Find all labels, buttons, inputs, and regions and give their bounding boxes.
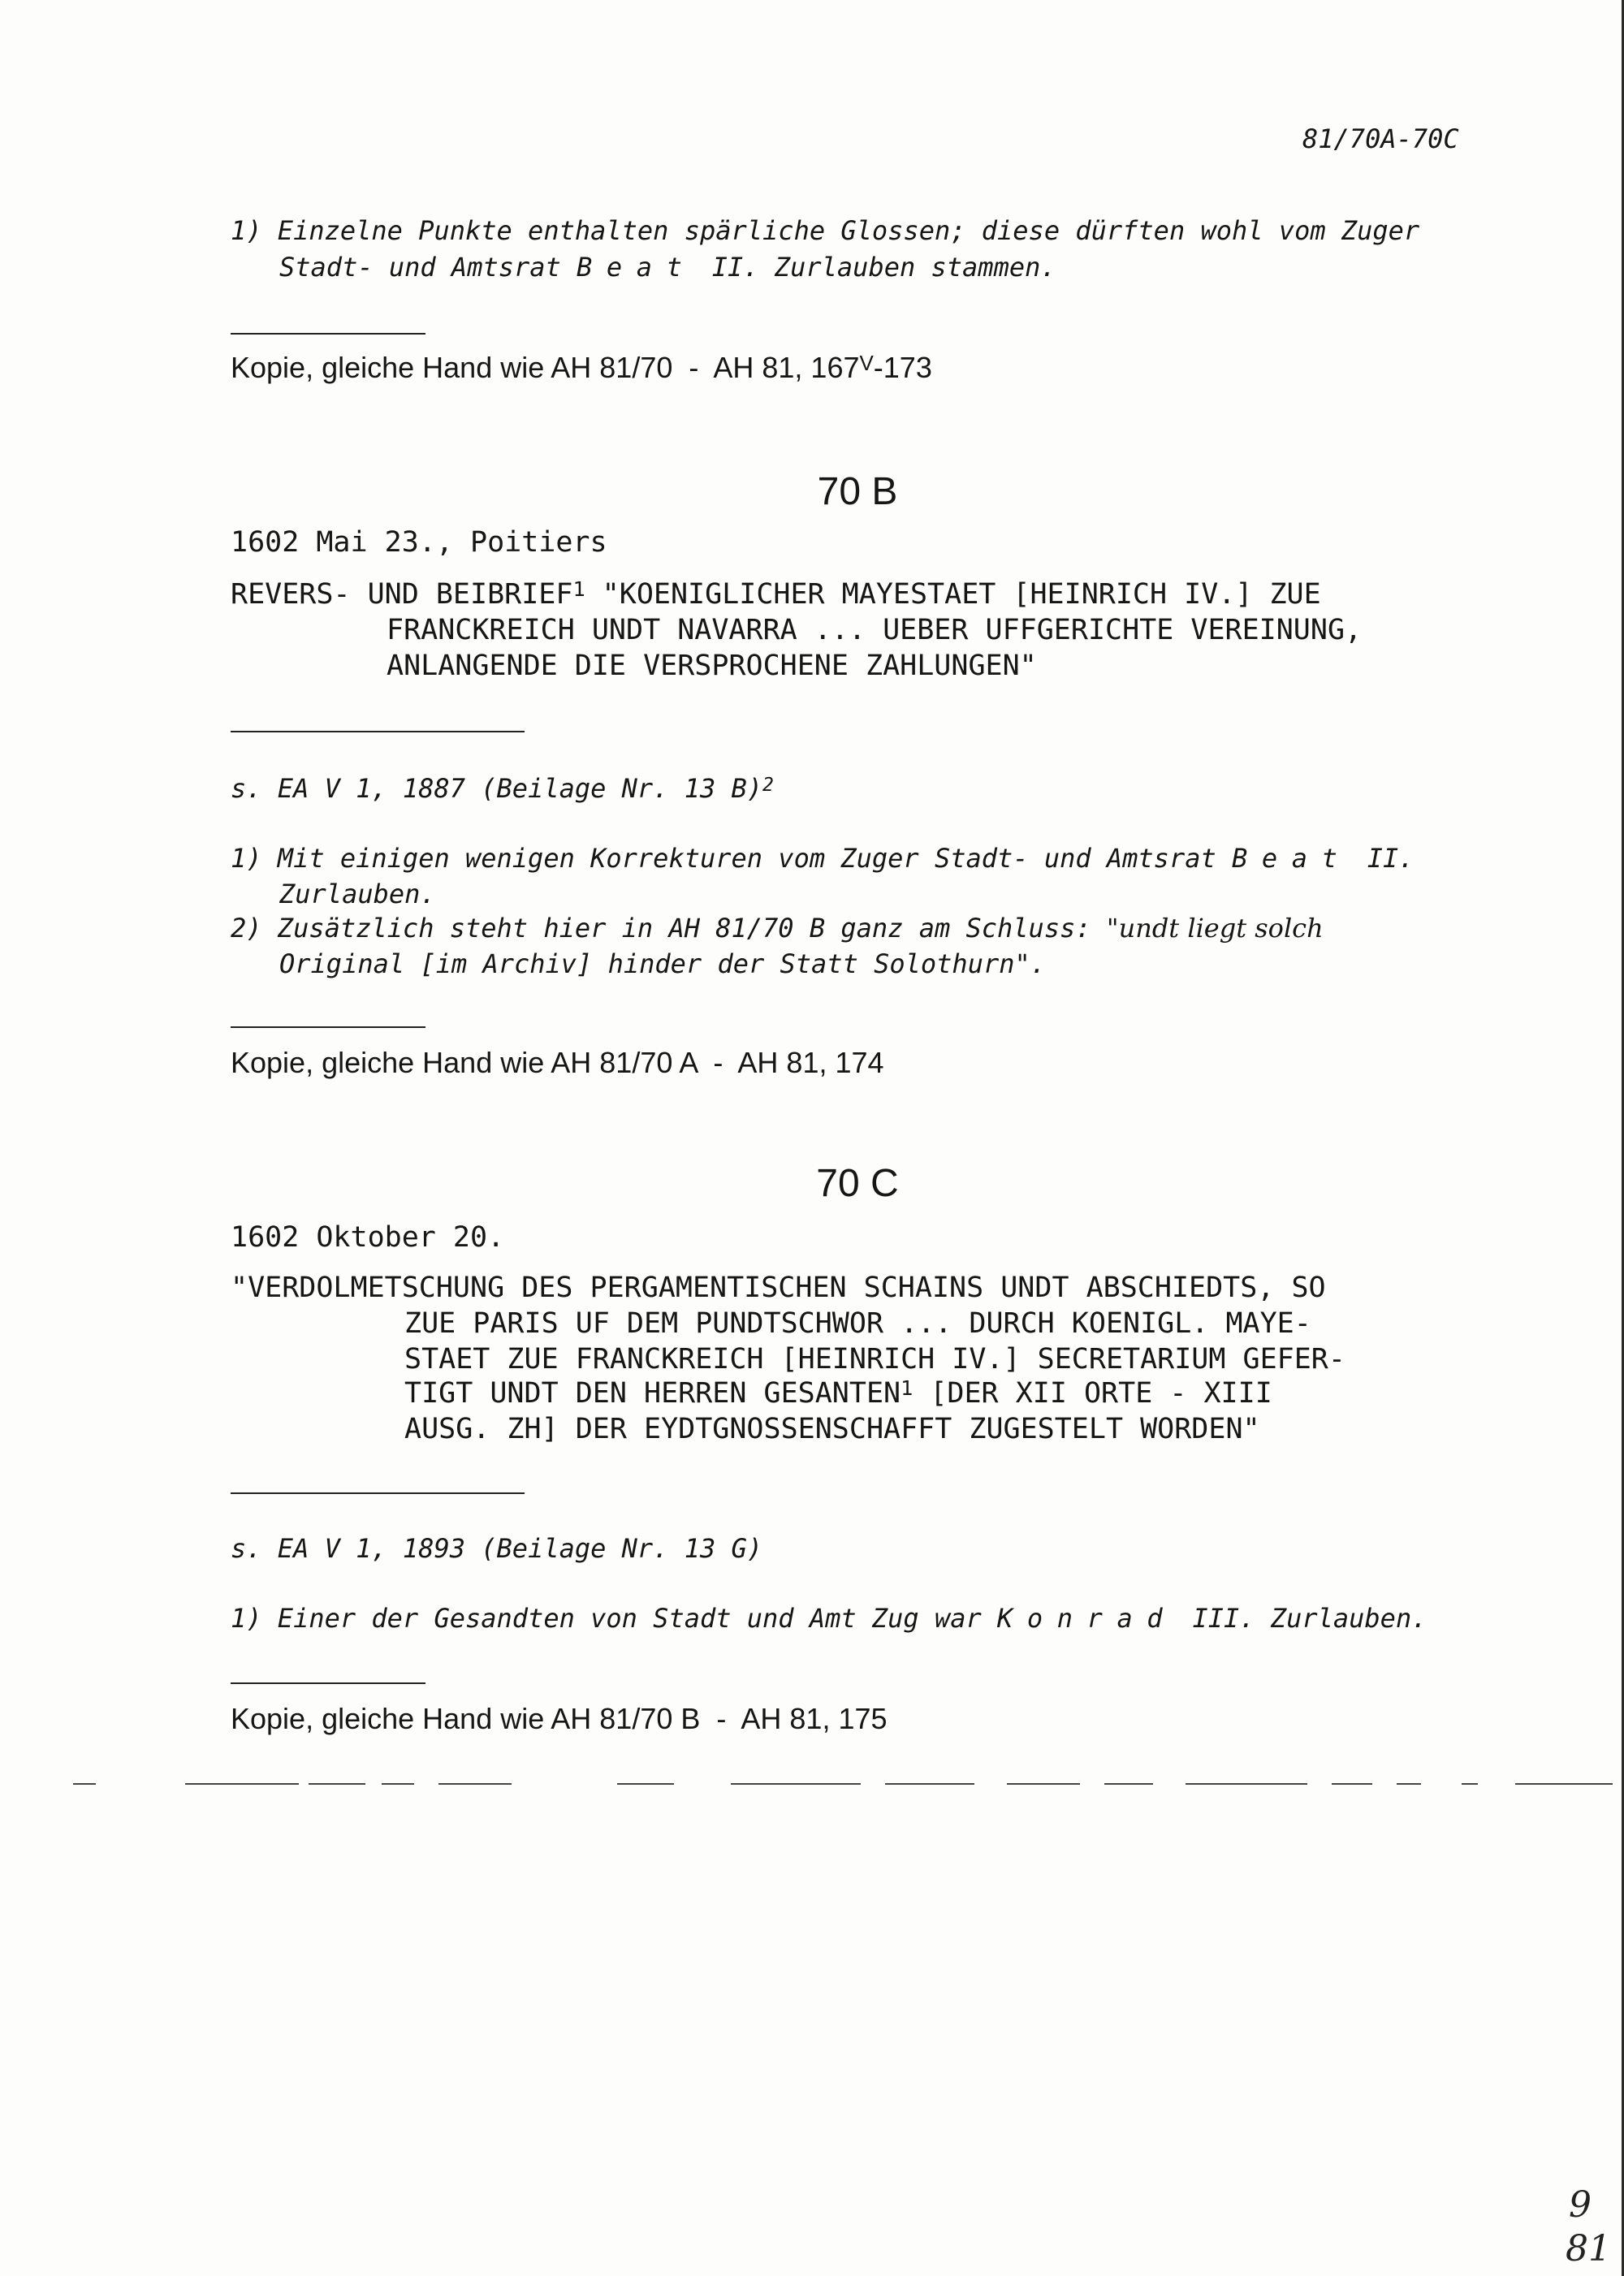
copy-note-superscript: V — [859, 352, 874, 375]
scan-artifact — [1332, 1783, 1372, 1785]
copy-note-1 — [231, 351, 932, 385]
entry-b-copy-note: Kopie, gleiche Hand wie AH 81/70 A - AH 81, 174 — [231, 1046, 884, 1079]
document-reference: 81/70A-70C — [1302, 123, 1459, 154]
note-text: III. Zurlauben. — [1177, 1603, 1427, 1634]
entry-c-copy-note: Kopie, gleiche Hand wie AH 81/70 B - AH 81, 175 — [231, 1702, 888, 1735]
entry-c-date: 1602 Oktober 20. — [231, 1221, 505, 1254]
scan-artifact — [885, 1783, 974, 1785]
separator-rule — [231, 1682, 425, 1684]
top-footnote-line-2 — [279, 252, 1056, 283]
scan-artifact — [309, 1783, 365, 1785]
scan-artifact — [1462, 1783, 1478, 1785]
entry-b-note-1 — [231, 843, 1415, 874]
note-text: 1) Einer der Gesandten von Stadt und Amt Zug war — [231, 1603, 998, 1634]
entry-b-note-2 — [231, 913, 1324, 944]
title-text: "KOENIGLICHER MAYESTAET [HEINRICH IV.] ZUE — [585, 578, 1321, 611]
note-text: 1) Mit einigen wenigen Korrekturen vom Zuger Stadt- und Amtsrat — [231, 843, 1232, 874]
handwritten-mark-1: 9 — [1569, 2184, 1592, 2226]
quoted-text: "undt liegt solch — [1106, 913, 1324, 944]
entry-c-title-line-1: "VERDOLMETSCHUNG DES PERGAMENTISCHEN SCHAINS UNDT ABSCHIEDTS, SO — [231, 1272, 1326, 1304]
title-text: [DER XII ORTE - XIII — [913, 1377, 1272, 1410]
note-text: 2) Zusätzlich steht hier in AH 81/70 B ganz am Schluss: — [231, 913, 1107, 944]
note-text: II. — [1351, 843, 1415, 874]
title-text: REVERS- UND BEIBRIEF — [231, 578, 573, 611]
entry-b-heading: 70 B — [817, 470, 898, 513]
entry-b-title-line-3: ANLANGENDE DIE VERSPROCHENE ZAHLUNGEN" — [387, 650, 1037, 682]
scan-artifact — [185, 1783, 299, 1785]
scan-artifact — [382, 1783, 414, 1785]
scan-artifact — [731, 1783, 861, 1785]
entry-c-title-line-2: ZUE PARIS UF DEM PUNDTSCHWOR ... DURCH KOENIGL. MAYE- — [404, 1307, 1311, 1340]
scan-artifact — [617, 1783, 674, 1785]
top-footnote-line-1: 1) Einzelne Punkte enthalten spärliche Glossen; diese dürften wohl vom Zuger — [231, 215, 1420, 246]
copy-note-text: Kopie, gleiche Hand wie AH 81/70 - AH 81, 167 — [231, 351, 860, 384]
entry-c-title-line-4 — [404, 1377, 1272, 1410]
scan-artifact — [73, 1783, 96, 1785]
scan-artifact — [1104, 1783, 1153, 1785]
entry-c-heading: 70 C — [816, 1162, 899, 1205]
reference-text: s. EA V 1, 1887 (Beilage Nr. 13 B) — [231, 773, 763, 804]
scan-artifact — [438, 1783, 512, 1785]
copy-note-tail: -173 — [873, 351, 932, 384]
separator-rule — [231, 1026, 425, 1028]
entry-b-title-line-1 — [231, 578, 1321, 611]
separator-rule — [231, 731, 525, 732]
entry-c-note-1 — [231, 1603, 1427, 1634]
separator-rule — [231, 333, 425, 335]
entry-b-note-2-line-2: Original [im Archiv] hinder der Statt Solothurn". — [279, 948, 1047, 979]
person-name: Beat — [577, 252, 697, 283]
footnote-marker: 2 — [762, 774, 774, 796]
person-name: Konrad — [997, 1603, 1177, 1634]
entry-c-title-line-3: STAET ZUE FRANCKREICH [HEINRICH IV.] SECRETARIUM GEFER- — [404, 1343, 1345, 1376]
entry-c-reference: s. EA V 1, 1893 (Beilage Nr. 13 G) — [231, 1533, 763, 1564]
entry-b-reference — [231, 773, 774, 804]
handwritten-mark-2: 81 — [1566, 2228, 1611, 2270]
entry-c-title-line-5: AUSG. ZH] DER EYDTGNOSSENSCHAFFT ZUGESTELT WORDEN" — [404, 1413, 1260, 1445]
person-name: Beat — [1232, 843, 1352, 874]
scan-artifact — [1515, 1783, 1613, 1785]
scan-artifact — [1007, 1783, 1080, 1785]
scan-artifact — [1186, 1783, 1307, 1785]
title-text: TIGT UNDT DEN HERREN GESANTEN — [404, 1377, 901, 1410]
footnote-marker: 1 — [572, 577, 585, 602]
footnote-text: II. Zurlauben stammen. — [696, 252, 1056, 283]
separator-rule — [231, 1492, 525, 1494]
entry-b-title-line-2: FRANCKREICH UNDT NAVARRA ... UEBER UFFGERICHTE VEREINUNG, — [387, 614, 1363, 646]
footnote-text: Stadt- und Amtsrat — [279, 252, 577, 283]
scan-artifact — [1397, 1783, 1421, 1785]
entry-b-date: 1602 Mai 23., Poitiers — [231, 526, 607, 559]
footnote-marker: 1 — [901, 1376, 914, 1401]
entry-b-note-1-line-2: Zurlauben. — [279, 879, 436, 909]
